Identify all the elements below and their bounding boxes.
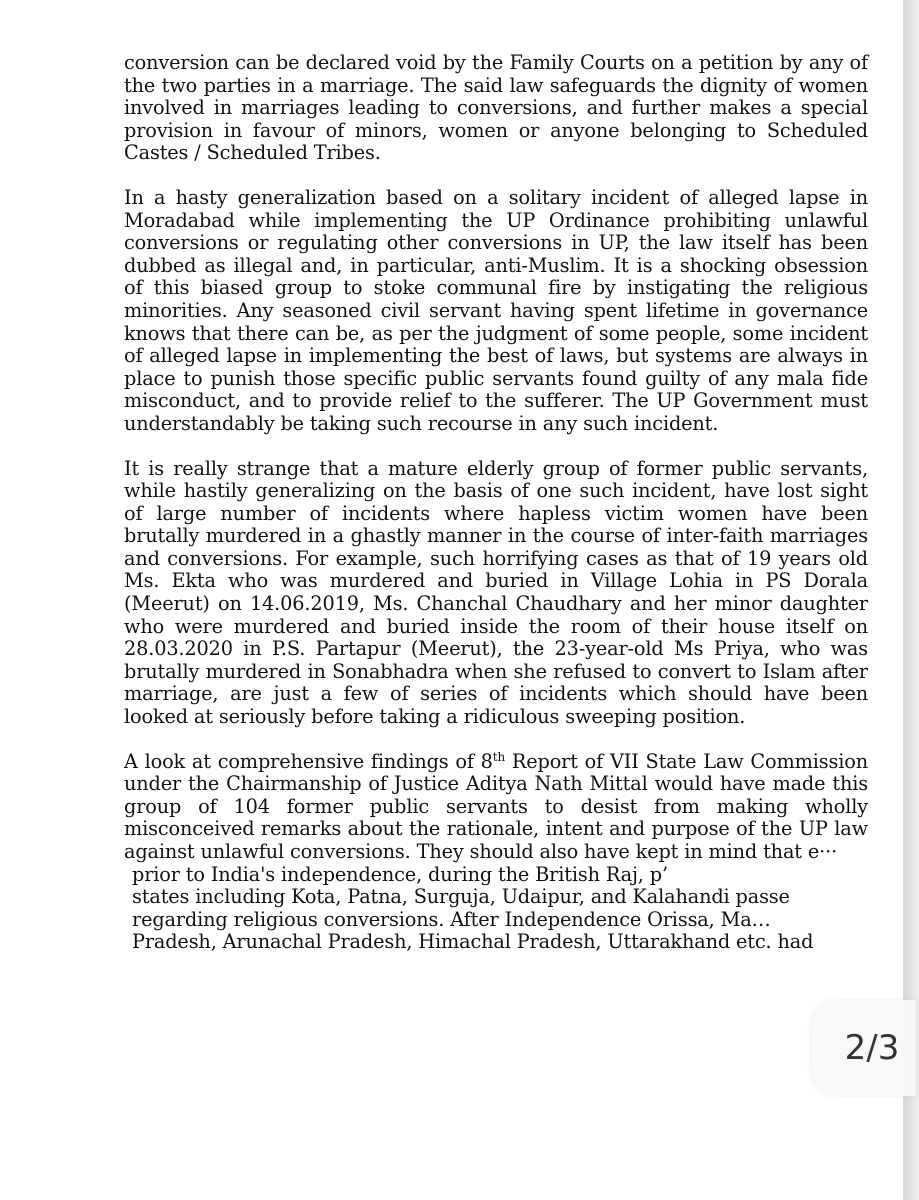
ordinal-superscript: th [492,749,506,764]
page-indicator-badge[interactable] [812,1000,916,1096]
paragraph-4-line-b: states including Kota, Patna, Surguja, Udaipur, and Kalahandi passe [132,885,790,909]
paragraph-4-body: Report of VII State Law Commission under the Chairmanship of Justice Aditya Nath Mittal would have made this group of 104 former public servants to desist from making wholly misconceived remarks about the rationale, intent and purpose of the UP law against unlawful conversions. They should also have kept in mind that e··· [124,749,868,863]
paragraph-1: conversion can be declared void by the Family Courts on a petition by any of the two parties in a marriage. The said law safeguards the dignity of women involved in marriages leading to conversions, and further makes a special provision in favour of minors, women or anyone belonging to Scheduled Castes / Scheduled Tribes. [124,51,868,165]
paragraph-2: In a hasty generalization based on a solitary incident of alleged lapse in Moradabad while implementing the UP Ordinance prohibiting unlawful conversions or regulating other conversions in UP, the law itself has been dubbed as illegal and, in particular, anti-Muslim. It is a shocking obsession of this biased group to stoke communal fire by instigating the religious minorities. Any seasoned civil servant having spent lifetime in governance knows that there can be, as per the judgment of some people, some incident of alleged lapse in implementing the best of laws, but systems are always in place to punish those specific public servants found guilty of any mala fide misconduct, and to provide relief to the sufferer. The UP Government must understandably be taking such recourse in any such incident. [124,185,868,435]
paragraph-4 [124,751,868,954]
paragraph-4-lead: A look at comprehensive findings of 8 [124,749,493,773]
paragraph-3: It is really strange that a mature elderly group of former public servants, while hastily generalizing on the basis of one such incident, have lost sight of large number of incidents where hapless victim women have been brutally murdered in a ghastly manner in the course of inter-faith marriages and conversions. For example, such horrifying cases as that of 19 years old Ms. Ekta who was murdered and buried in Village Lohia in PS Dorala (Meerut) on 14.06.2019, Ms. Chanchal Chaudhary and her minor daughter who were murdered and buried inside the room of their house itself on 28.03.2020 in P.S. Partapur (Meerut), the 23-year-old Ms Priya, who was brutally murdered in Sonabhadra when she refused to convert to Islam after marriage, are just a few of series of incidents which should have been looked at seriously before taking a ridiculous sweeping position. [124,456,868,729]
paragraph-4-line-a: prior to India's independence, during the British Raj, p’ [132,862,668,886]
paragraph-4-line-c: regarding religious conversions. After Independence Orissa, Ma… [132,907,771,931]
document-body [124,52,868,954]
paragraph-4-line-d: Pradesh, Arunachal Pradesh, Himachal Pradesh, Uttarakhand etc. had [132,930,814,954]
page-indicator-text: 2/3 [844,1028,900,1068]
